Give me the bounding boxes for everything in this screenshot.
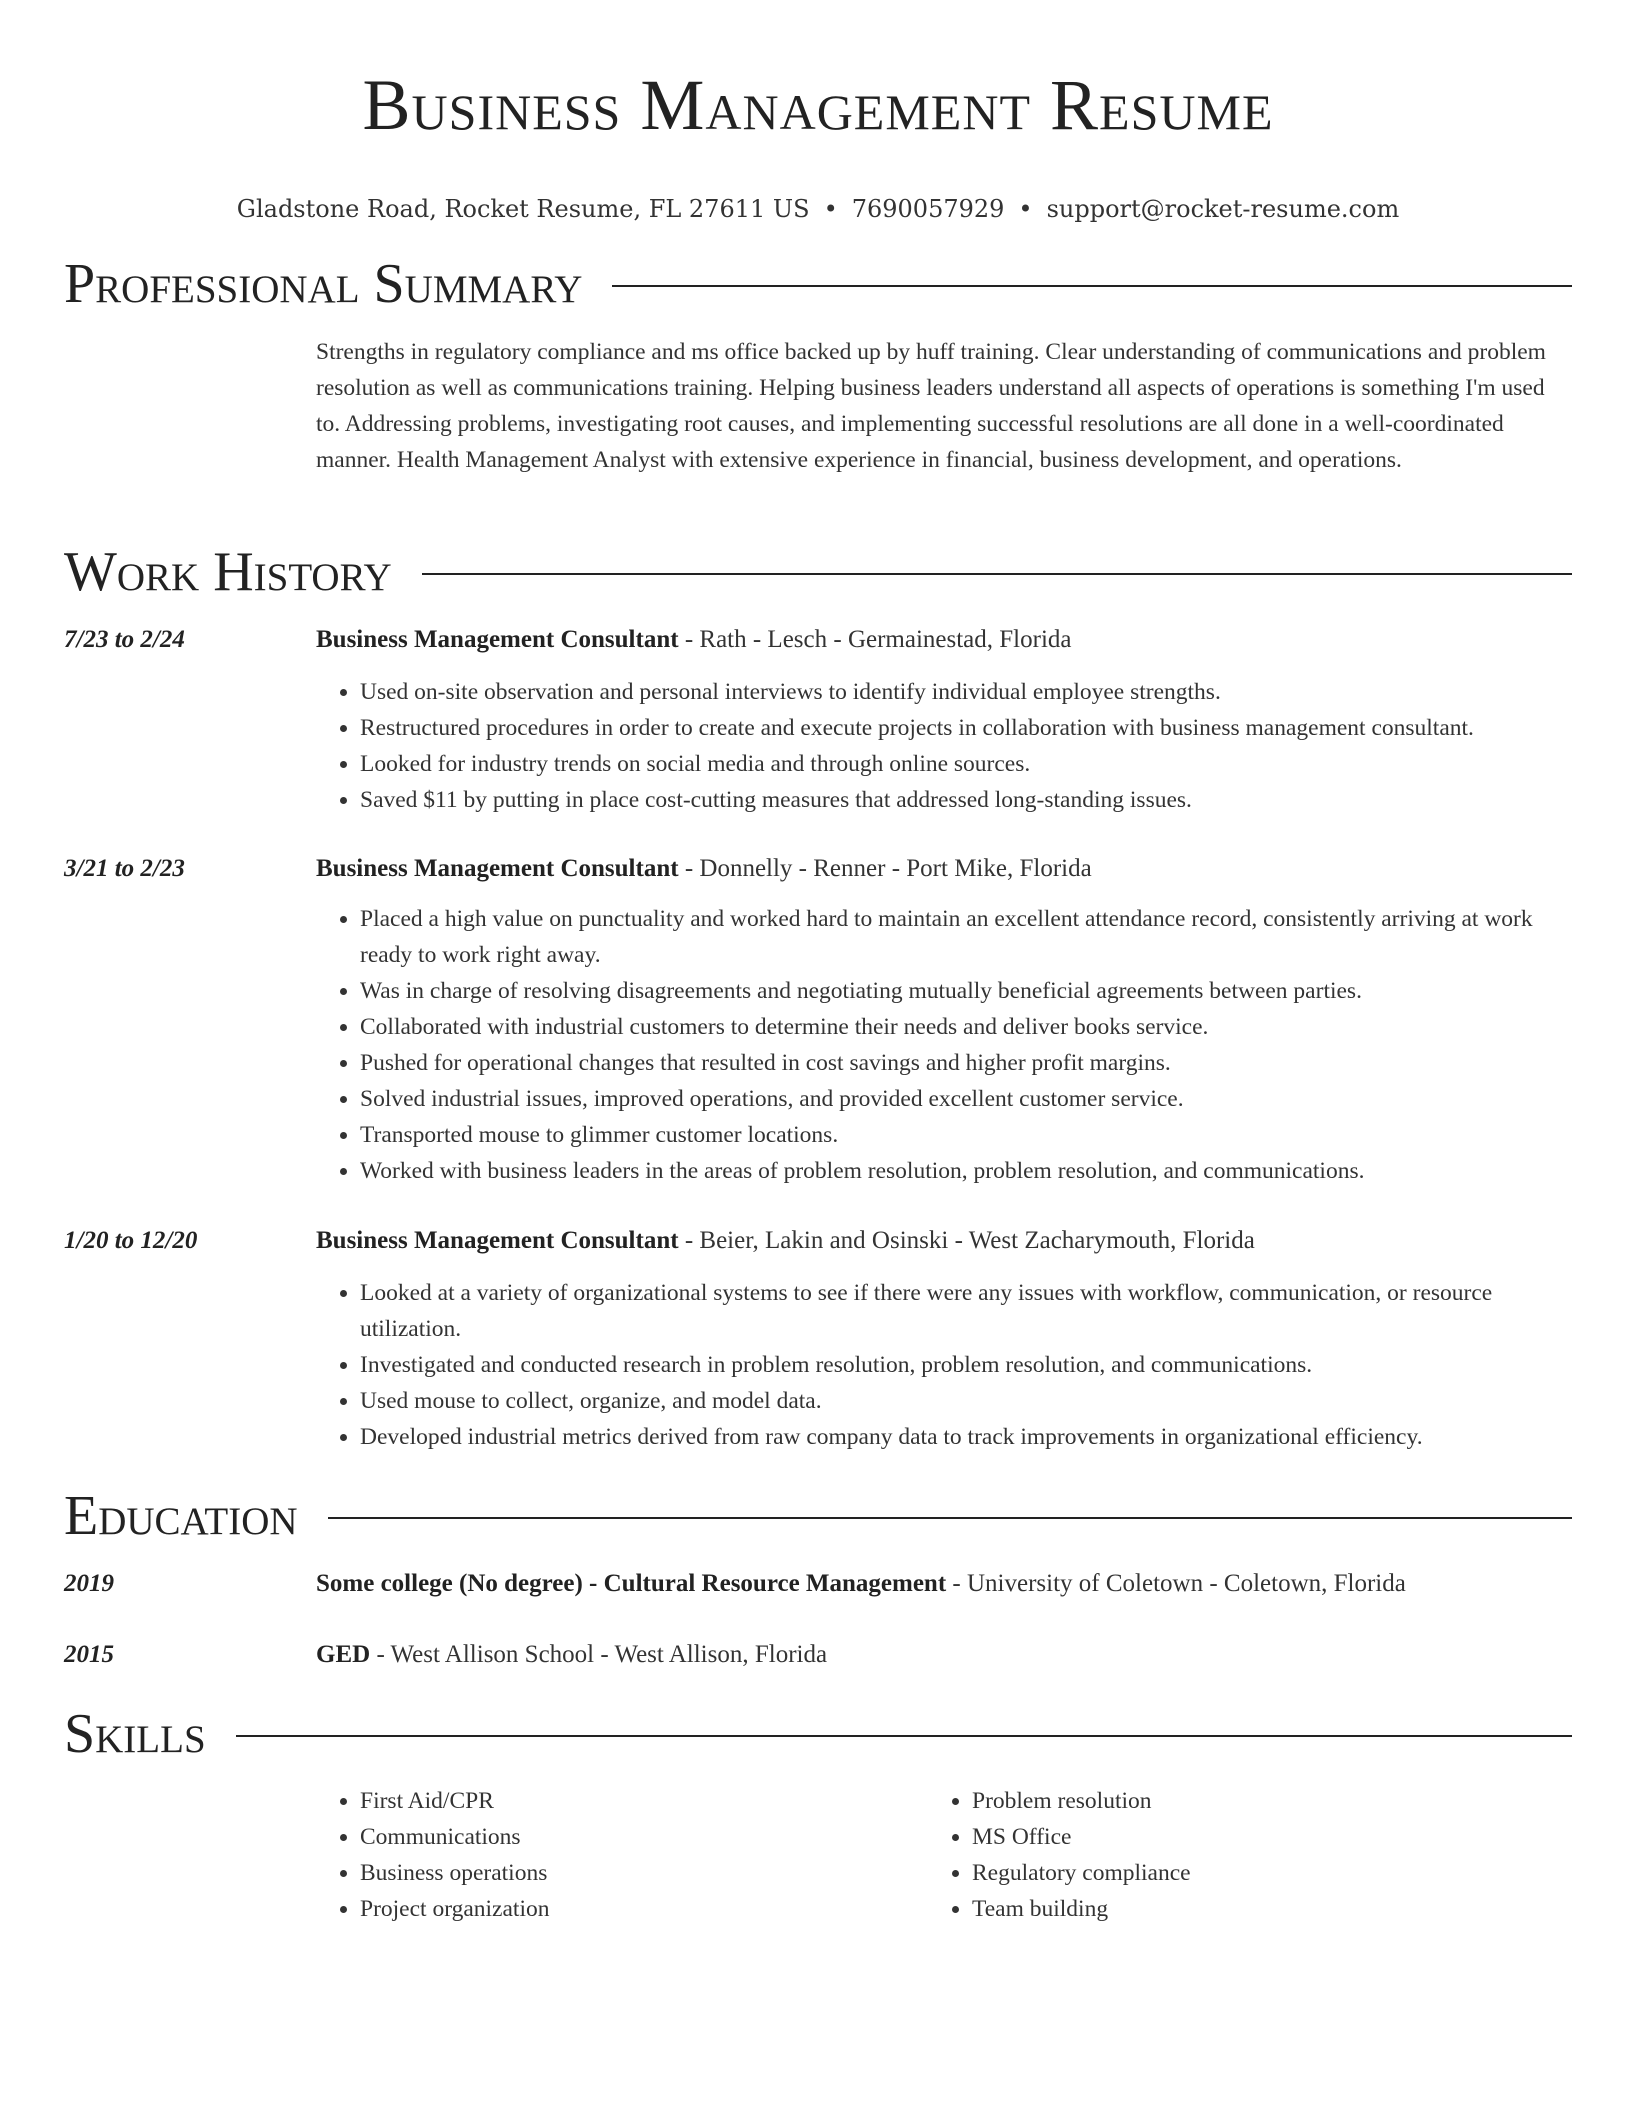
section-skills-heading bbox=[64, 1702, 1572, 1766]
education-degree: GED bbox=[316, 1641, 371, 1668]
education-year: 2019 bbox=[64, 1570, 114, 1597]
job-details: - Rath - Lesch - Germainestad, Florida bbox=[678, 626, 1072, 653]
job-dates: 7/23 to 2/24 bbox=[64, 626, 185, 653]
contact-email[interactable]: support@rocket-resume.com bbox=[1046, 195, 1400, 223]
skill-item: • Team building bbox=[972, 1891, 1528, 1927]
job-title: Business Management Consultant bbox=[316, 855, 679, 882]
skill-item: • First Aid/CPR bbox=[360, 1783, 916, 1819]
education-year: 2015 bbox=[64, 1641, 114, 1668]
section-divider bbox=[236, 1735, 1572, 1737]
job-title: Business Management Consultant bbox=[316, 1227, 679, 1254]
job-bullets bbox=[316, 1275, 1572, 1455]
section-divider bbox=[422, 573, 1572, 575]
education-degree: Some college (No degree) - Cultural Resource Management bbox=[316, 1570, 947, 1597]
job-bullet: • Looked at a variety of organizational systems to see if there were any issues with workflow, communication, or resource utilization. bbox=[360, 1275, 1572, 1347]
section-title: Skills bbox=[64, 1703, 206, 1765]
job-bullet: • Used mouse to collect, organize, and model data. bbox=[360, 1383, 1572, 1419]
education-heading bbox=[316, 1566, 1572, 1602]
skills-list bbox=[316, 1783, 916, 1927]
resume-page bbox=[64, 0, 1572, 1922]
education-details: - University of Coletown - Coletown, Florida bbox=[946, 1570, 1406, 1597]
job-details: - Donnelly - Renner - Port Mike, Florida bbox=[678, 855, 1092, 882]
resume-title: Business Management Resume bbox=[362, 65, 1274, 145]
job-bullet: • Was in charge of resolving disagreements and negotiating mutually beneficial agreements between parties. bbox=[360, 973, 1572, 1009]
skills-column-left bbox=[316, 1783, 916, 1927]
section-work-heading bbox=[64, 540, 1572, 604]
job-bullet: • Developed industrial metrics derived from raw company data to track improvements in organizational efficiency. bbox=[360, 1419, 1572, 1455]
job-heading bbox=[316, 1223, 1572, 1259]
section-title: Education bbox=[64, 1485, 298, 1547]
job-bullet: • Pushed for operational changes that resulted in cost savings and higher profit margins. bbox=[360, 1045, 1572, 1081]
skill-item: • Problem resolution bbox=[972, 1783, 1528, 1819]
job-bullet: • Worked with business leaders in the areas of problem resolution, problem resolution, and communications. bbox=[360, 1153, 1572, 1189]
job-bullet: • Used on-site observation and personal interviews to identify individual employee strengths. bbox=[360, 674, 1572, 710]
job-heading bbox=[316, 851, 1572, 887]
job-bullet: • Saved $11 by putting in place cost-cutting measures that addressed long-standing issues. bbox=[360, 782, 1572, 818]
job-bullet: • Restructured procedures in order to create and execute projects in collaboration with business management consultant. bbox=[360, 710, 1572, 746]
job-dates: 1/20 to 12/20 bbox=[64, 1227, 198, 1254]
section-divider bbox=[328, 1517, 1572, 1519]
job-bullet: • Placed a high value on punctuality and worked hard to maintain an excellent attendance record, consistently arriving at work ready to work right away. bbox=[360, 901, 1572, 973]
education-details: - West Allison School - West Allison, Florida bbox=[370, 1641, 828, 1668]
summary-text: Strengths in regulatory compliance and ms office backed up by huff training. Clear understanding of communications and problem resolution as well as communications training. Helping business leaders understand all aspects of operations is something I'm used to. Addressing problems, investigating root causes, and implementing successful resolutions are all done in a well-coordinated manner. Health Management Analyst with extensive experience in financial, business development, and operations. bbox=[316, 339, 1546, 473]
section-summary-heading bbox=[64, 252, 1572, 316]
job-bullets bbox=[316, 901, 1572, 1189]
contact-line bbox=[64, 192, 1572, 226]
contact-phone: 7690057929 bbox=[851, 195, 1005, 223]
skills-list bbox=[928, 1783, 1528, 1927]
job-bullet: • Collaborated with industrial customers to determine their needs and deliver books service. bbox=[360, 1009, 1572, 1045]
job-dates: 3/21 to 2/23 bbox=[64, 855, 185, 882]
section-divider bbox=[612, 285, 1572, 287]
contact-address: Gladstone Road, Rocket Resume, FL 27611 US bbox=[236, 195, 810, 223]
contact-separator: • bbox=[1018, 195, 1033, 223]
job-bullet: • Investigated and conducted research in problem resolution, problem resolution, and communications. bbox=[360, 1347, 1572, 1383]
job-heading bbox=[316, 622, 1572, 658]
education-heading bbox=[316, 1637, 1572, 1673]
job-details: - Beier, Lakin and Osinski - West Zacharymouth, Florida bbox=[678, 1227, 1255, 1254]
job-title: Business Management Consultant bbox=[316, 626, 679, 653]
contact-separator: • bbox=[823, 195, 838, 223]
skill-item: • Project organization bbox=[360, 1891, 916, 1927]
section-education-heading bbox=[64, 1484, 1572, 1548]
job-bullet: • Looked for industry trends on social media and through online sources. bbox=[360, 746, 1572, 782]
job-bullet: • Transported mouse to glimmer customer locations. bbox=[360, 1117, 1572, 1153]
skill-item: • Communications bbox=[360, 1819, 916, 1855]
skill-item: • Regulatory compliance bbox=[972, 1855, 1528, 1891]
skill-item: • Business operations bbox=[360, 1855, 916, 1891]
skills-column-right bbox=[928, 1783, 1528, 1927]
section-title: Work History bbox=[64, 541, 392, 603]
skill-item: • MS Office bbox=[972, 1819, 1528, 1855]
job-bullets bbox=[316, 674, 1572, 818]
section-title: Professional Summary bbox=[64, 253, 583, 315]
job-bullet: • Solved industrial issues, improved operations, and provided excellent customer service. bbox=[360, 1081, 1572, 1117]
